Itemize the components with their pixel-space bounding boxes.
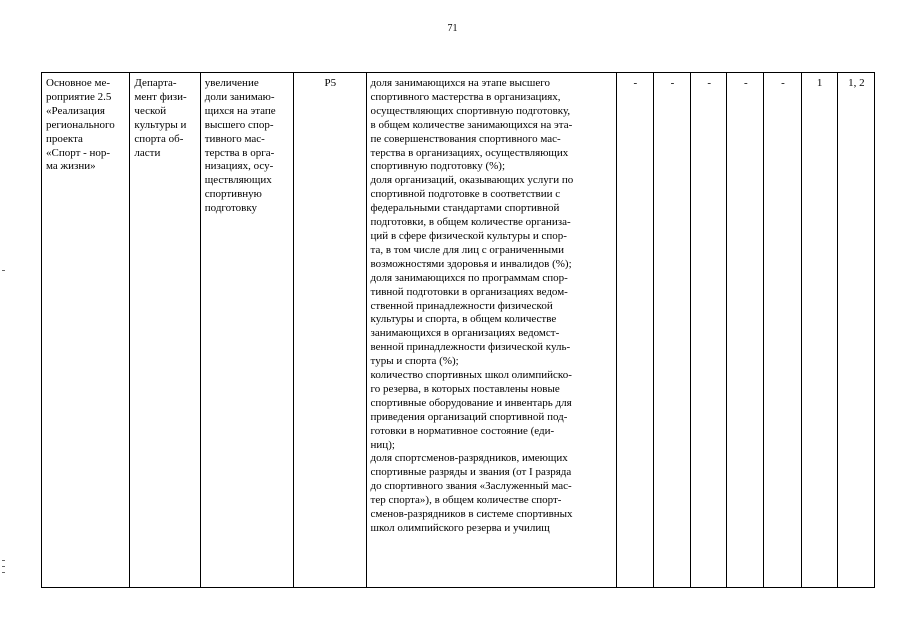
text-line: доля организаций, оказывающих услуги по	[370, 174, 574, 187]
text-line: регионального	[46, 118, 115, 131]
text-line: ческой	[134, 104, 167, 117]
table-row	[42, 73, 875, 588]
result-text	[205, 77, 290, 216]
text-line: школ олимпийского резерва и училищ	[370, 522, 550, 534]
text-line: тер спорта»), в общем количестве спорт-	[370, 494, 562, 507]
text-line: спортивные оборудование и инвентарь для	[370, 396, 572, 409]
value-cell	[653, 73, 690, 588]
text-line: спорта об-	[134, 132, 184, 145]
text-line: венной принадлежности физической куль-	[370, 341, 571, 354]
value-text: -	[633, 77, 638, 89]
text-line: туры и спорта (%);	[370, 355, 459, 368]
text-line: го резерва, в которых поставлены новые	[370, 382, 560, 395]
text-line: возможностями здоровья и инвалидов (%);	[370, 257, 572, 270]
text-line: Основное ме-	[46, 77, 111, 89]
measure-text	[46, 77, 126, 174]
text-line: мент физи-	[134, 90, 187, 103]
text-line: готовки в нормативное состояние (еди-	[370, 424, 555, 437]
text-line: доля занимающихся на этапе высшего	[370, 77, 550, 89]
text-line: низациях, осу-	[204, 160, 274, 173]
value-cell	[616, 73, 653, 588]
code-cell	[294, 73, 366, 588]
value-text: -	[670, 77, 675, 89]
text-line: спортивные разряды и звания (от I разряда	[370, 466, 572, 479]
text-line: культуры и	[134, 118, 187, 131]
indicator-numbers-cell	[837, 73, 874, 588]
text-line: культуры и спорта, в общем количестве	[370, 313, 557, 326]
text-line: занимающихся в организациях ведомст-	[370, 327, 560, 340]
text-line: федеральными стандартами спортивной	[370, 202, 560, 215]
text-line: доля занимающихся по программам спор-	[370, 271, 568, 284]
margin-mark	[2, 572, 5, 573]
text-line: спортивную	[204, 188, 262, 201]
text-line: проекта	[46, 132, 83, 145]
margin-mark	[2, 270, 5, 271]
text-line: ниц);	[370, 438, 395, 451]
value-cell	[727, 73, 764, 588]
text-line: роприятие 2.5	[46, 90, 112, 103]
text-line: высшего спор-	[204, 118, 274, 131]
text-line: доля спортсменов-разрядников, имеющих	[370, 452, 568, 465]
text-line: ществляющих	[204, 174, 272, 187]
value-cell	[801, 73, 837, 588]
department-text	[134, 77, 196, 160]
margin-mark	[2, 560, 5, 561]
text-line: ласти	[134, 146, 161, 159]
text-line: сменов-разрядников в системе спортивных	[370, 508, 573, 521]
text-line: «Спорт - нор-	[46, 146, 111, 159]
text-line: «Реализация	[46, 104, 105, 117]
indicators-text	[371, 77, 613, 536]
margin-mark	[2, 566, 5, 567]
text-line: осуществляющих спортивную подготовку,	[370, 104, 571, 117]
text-line: тивного мас-	[204, 132, 265, 145]
text-line: увеличение	[204, 77, 259, 89]
text-line: щихся на этапе	[204, 104, 276, 117]
text-line: пе совершенствования спортивного мас-	[370, 132, 561, 145]
result-cell	[200, 73, 293, 588]
value-cell	[764, 73, 801, 588]
text-line: подготовки, в общем количестве организа-	[370, 216, 571, 229]
value-cell	[691, 73, 727, 588]
code-value: Р5	[324, 77, 337, 89]
value-text: -	[781, 77, 785, 89]
text-line: подготовку	[204, 202, 258, 215]
text-line: Департа-	[134, 77, 177, 89]
text-line: терства в орга-	[204, 146, 275, 159]
text-line: спортивного мастерства в организациях,	[370, 90, 561, 103]
value-text: -	[743, 77, 748, 89]
text-line: до спортивного звания «Заслуженный мас-	[370, 480, 572, 493]
text-line: терства в организациях, осуществляющих	[370, 146, 569, 159]
value-text: -	[707, 77, 711, 89]
program-measures-table	[41, 72, 875, 588]
text-line: ственной принадлежности физической	[370, 299, 553, 312]
text-line: доли занимаю-	[204, 90, 275, 103]
text-line: та, в том числе для лиц с ограниченными	[370, 243, 565, 256]
text-line: спортивную подготовку (%);	[370, 160, 505, 173]
text-line: спортивной подготовке в соответствии с	[370, 188, 561, 201]
indicators-cell	[366, 73, 616, 588]
text-line: тивной подготовки в организациях ведом-	[370, 285, 568, 298]
measure-cell	[42, 73, 130, 588]
department-cell	[130, 73, 200, 588]
page-number: 71	[447, 23, 458, 34]
text-line: ма жизни»	[46, 160, 96, 173]
indicator-numbers-text: 1, 2	[848, 77, 865, 89]
value-text: 1	[816, 77, 823, 89]
text-line: в общем количестве занимающихся на эта-	[370, 118, 573, 131]
text-line: количество спортивных школ олимпийско-	[370, 369, 572, 382]
text-line: приведения организаций спортивной под-	[370, 410, 568, 423]
text-line: ций в сфере физической культуры и спор-	[370, 229, 567, 242]
